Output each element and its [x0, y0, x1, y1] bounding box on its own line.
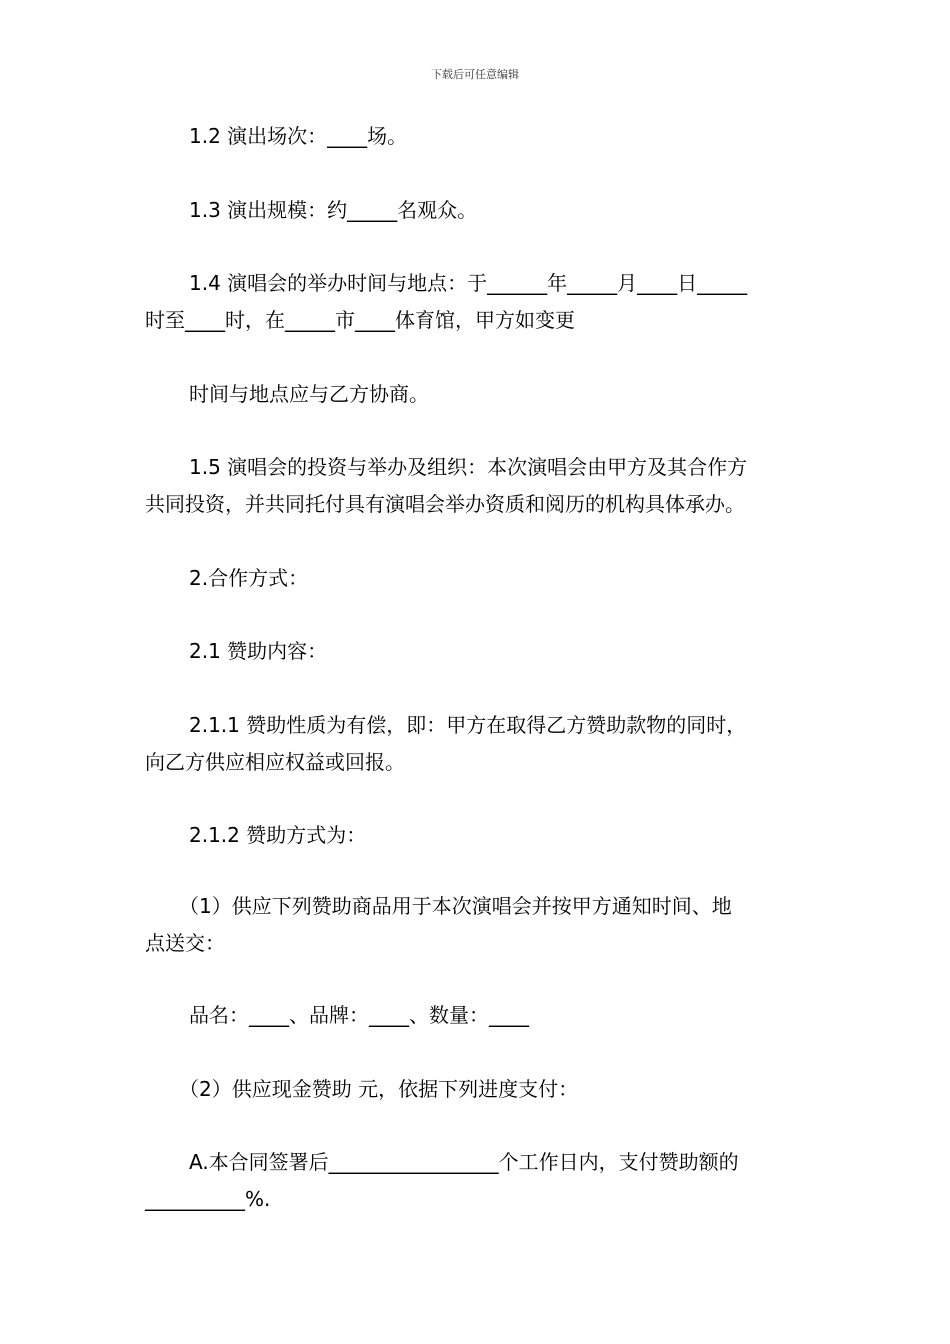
clause-2-1-1-line1: 2.1.1 赞助性质为有偿，即：甲方在取得乙方赞助款物的同时， [189, 713, 747, 737]
goods-fields: 品名：____、品牌：____、数量：____ [189, 1003, 529, 1027]
clause-1-4-continued: 时间与地点应与乙方协商。 [189, 382, 429, 406]
clause-2-1-2: 2.1.2 赞助方式为： [189, 823, 367, 847]
clause-1-5-line1: 1.5 演唱会的投资与举办及组织：本次演唱会由甲方及其合作方 [189, 455, 748, 479]
clause-1-4-line2: 时至____时，在_____市____体育馆，甲方如变更 [145, 308, 575, 332]
clause-1-3: 1.3 演出规模：约_____名观众。 [189, 198, 478, 222]
payment-a-line2: __________%. [145, 1187, 271, 1211]
page-header: 下载后可任意编辑 [431, 68, 519, 81]
clause-1-4-line1: 1.4 演唱会的举办时间与地点：于______年_____月____日_____ [189, 271, 748, 295]
clause-2-1: 2.1 赞助内容： [189, 639, 328, 663]
clause-2-1-1-line2: 向乙方供应相应权益或回报。 [145, 750, 405, 774]
section-2-heading: 2.合作方式： [189, 566, 309, 590]
clause-1-5-line2: 共同投资，并共同托付具有演唱会举办资质和阅历的机构具体承办。 [145, 492, 745, 516]
clause-1-2: 1.2 演出场次：____场。 [189, 124, 408, 148]
item-2: （2）供应现金赞助 元，依据下列进度支付： [179, 1077, 579, 1101]
item-1-line2: 点送交： [145, 931, 225, 955]
item-1-line1: （1）供应下列赞助商品用于本次演唱会并按甲方通知时间、地 [179, 894, 732, 918]
payment-a-line1: A.本合同签署后_________________个工作日内，支付赞助额的 [189, 1150, 739, 1174]
